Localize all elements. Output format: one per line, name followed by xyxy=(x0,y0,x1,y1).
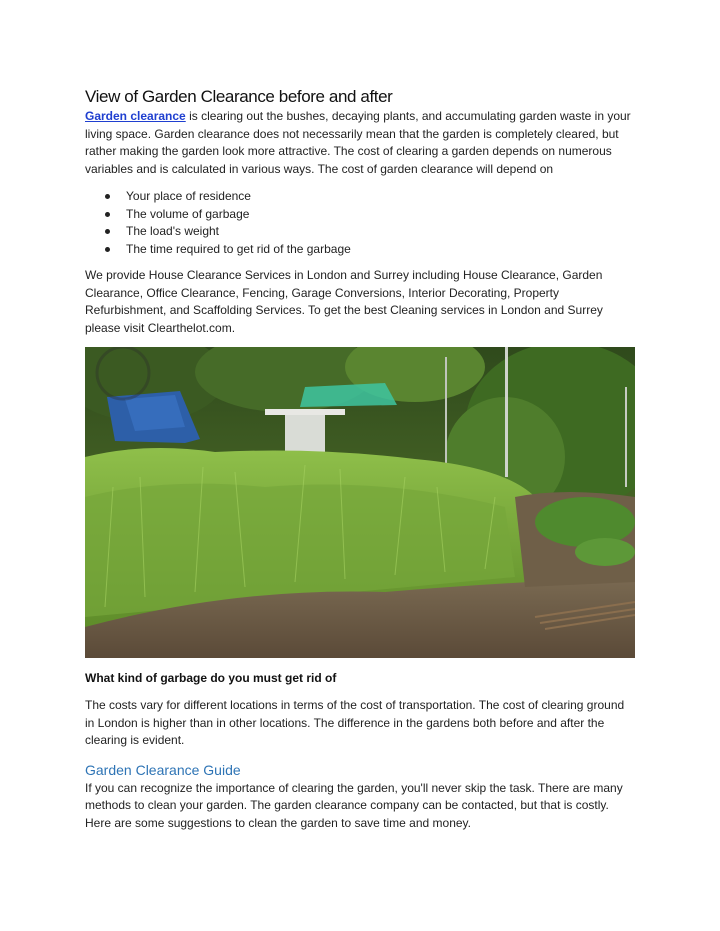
intro-paragraph xyxy=(85,108,635,178)
guide-heading: Garden Clearance Guide xyxy=(85,761,241,778)
garden-clearance-link[interactable]: Garden clearance xyxy=(85,109,186,123)
list-item: Your place of residence xyxy=(85,188,635,206)
guide-paragraph: If you can recognize the importance of clearing the garden, you'll never skip the task. There are many methods to clean your garden. The garden clearance company can be contacted, but that is costly. Here are some suggestions to clean the garden to save time and money. xyxy=(85,780,623,830)
garden-photo-icon xyxy=(85,347,635,658)
list-item: The volume of garbage xyxy=(85,206,635,224)
list-item: The time required to get rid of the garbage xyxy=(85,241,635,259)
list-item: The load's weight xyxy=(85,223,635,241)
page-title: View of Garden Clearance before and after xyxy=(85,87,393,106)
section-subheading: What kind of garbage do you must get rid of xyxy=(85,671,337,686)
cost-factors-list xyxy=(85,188,635,258)
document-page xyxy=(85,86,635,832)
costs-paragraph: The costs vary for different locations in terms of the cost of transportation. The cost of clearing ground in London is higher than in other locations. The difference in the gardens both before and after the clearing is evident. xyxy=(85,698,625,748)
intro-text: is clearing out the bushes, decaying plants, and accumulating garden waste in your living space. Garden clearance does not necessarily mean that the garden is completely cleared, but rather making the garden look more attractive. The cost of clearing a garden depends on numerous variables and is calculated in various ways. The cost of garden clearance will depend on xyxy=(85,109,631,176)
garden-photo xyxy=(85,347,635,658)
services-paragraph: We provide House Clearance Services in London and Surrey including House Clearance, Garden Clearance, Office Clearance, Fencing, Garage Conversions, Interior Decorating, Property Refurbishment, and Scaffolding Services. To get the best Cleaning services in London and Surrey please visit Clearthelot.com. xyxy=(85,268,603,335)
